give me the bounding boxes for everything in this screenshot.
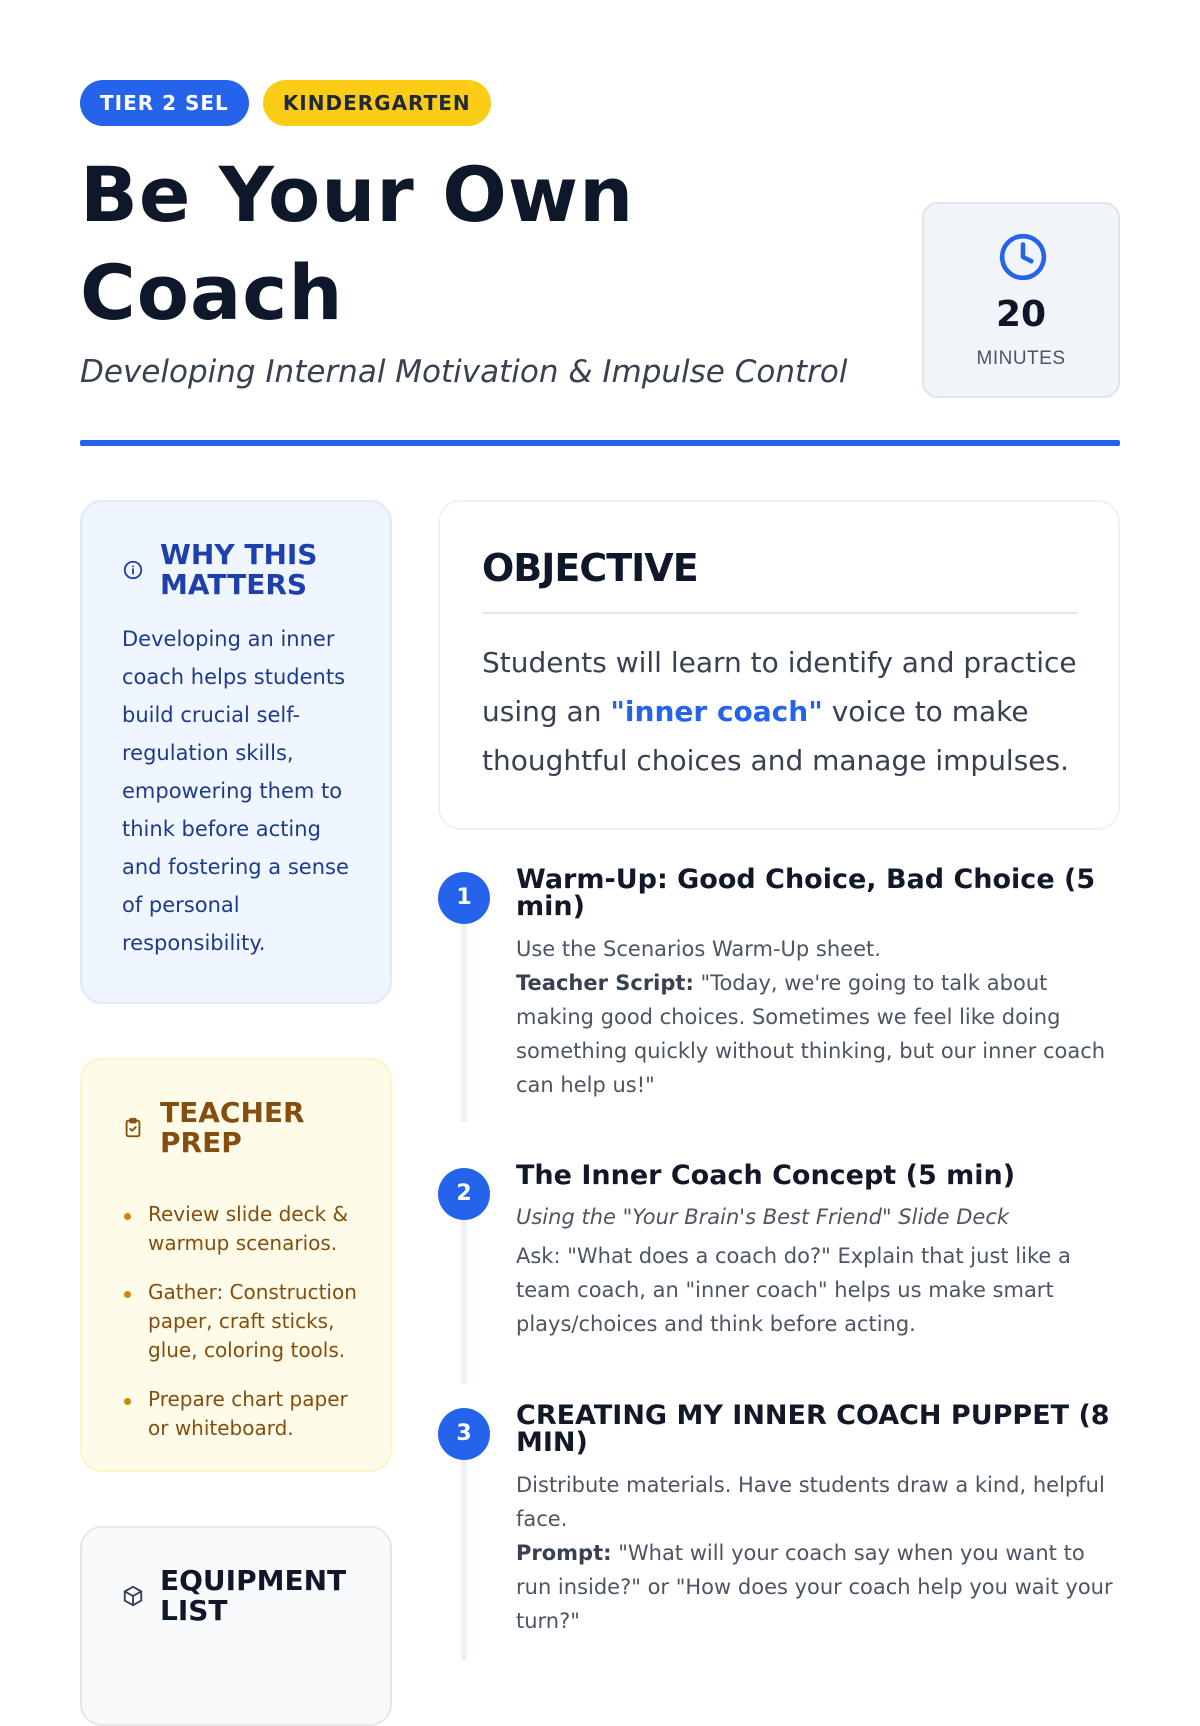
timeline-line <box>461 924 467 1122</box>
step-text: "What will your coach say when you want to run inside?" or "How does your coach help you wait your turn?" <box>516 1541 1113 1633</box>
equipment-header <box>122 1566 360 1626</box>
step-body <box>516 1536 1116 1638</box>
step-number: 1 <box>438 872 490 924</box>
step-content <box>516 1162 1116 1341</box>
prep-list <box>122 1200 372 1463</box>
objective-card <box>438 500 1120 830</box>
step-number: 2 <box>438 1168 490 1220</box>
page-title: Be Your Own Coach <box>80 150 635 337</box>
page-subtitle: Developing Internal Motivation & Impulse Control <box>80 354 848 390</box>
step-title: CREATING MY INNER COACH PUPPET (8 MIN) <box>516 1400 1110 1458</box>
step-number: 3 <box>438 1408 490 1460</box>
objective-highlight: "inner coach" <box>610 695 823 728</box>
grade-badge: KINDERGARTEN <box>263 80 491 126</box>
equipment-card <box>80 1526 392 1726</box>
step-content <box>516 1402 1116 1638</box>
why-card <box>80 500 392 1004</box>
badge-row <box>80 80 1120 126</box>
step-intro: Distribute materials. Have students draw a kind, helpful face. <box>516 1473 1105 1531</box>
why-title: WHY THIS MATTERS <box>160 538 318 601</box>
duration-unit: MINUTES <box>976 348 1066 369</box>
step-content <box>516 866 1116 1102</box>
clock-icon <box>998 232 1048 282</box>
tier-badge: TIER 2 SEL <box>80 80 249 126</box>
step-intro: Use the Scenarios Warm-Up sheet. <box>516 937 881 961</box>
prep-item: Gather: Construction paper, craft sticks, glue, coloring tools. <box>122 1278 372 1365</box>
objective-text-end: voice to make thoughtful choices and manage impulses. <box>482 695 1070 777</box>
prep-header <box>122 1098 330 1158</box>
clipboard-icon <box>122 1117 144 1139</box>
why-text: Developing an inner coach helps students build crucial self-regulation skills, empowering them to think before acting and fostering a sense of personal responsibility. <box>122 627 349 955</box>
step-subtitle: Using the "Your Brain's Best Friend" Slide Deck <box>516 1205 1010 1229</box>
timeline-line <box>461 1460 467 1660</box>
teacher-prep-card <box>80 1058 392 1472</box>
objective-text-start: Students will learn to identify and practice using an <box>482 646 1077 728</box>
step-title: Warm-Up: Good Choice, Bad Choice (5 min) <box>516 864 1096 922</box>
prep-item: Review slide deck & warmup scenarios. <box>122 1200 372 1258</box>
equipment-title: EQUIPMENT LIST <box>160 1564 347 1627</box>
prep-item: Prepare chart paper or whiteboard. <box>122 1385 372 1443</box>
objective-divider <box>482 612 1078 614</box>
duration-card <box>922 202 1120 398</box>
duration-value: 20 <box>995 294 1047 335</box>
step-label: Teacher Script: <box>516 971 694 995</box>
info-icon <box>122 559 144 581</box>
step-title: The Inner Coach Concept (5 min) <box>516 1160 1016 1191</box>
header-divider <box>80 440 1120 446</box>
prep-title: TEACHER PREP <box>160 1096 305 1159</box>
step-label: Prompt: <box>516 1541 612 1565</box>
package-icon <box>122 1585 144 1607</box>
timeline-line <box>461 1220 467 1384</box>
objective-text <box>482 638 1082 785</box>
objective-title: OBJECTIVE <box>482 546 698 590</box>
step-body <box>516 966 1116 1102</box>
why-header <box>122 540 350 600</box>
lesson-page <box>80 80 1120 1633</box>
step-text: "Today, we're going to talk about making good choices. Sometimes we feel like doing something quickly without thinking, but our inner coach can help us!" <box>516 971 1106 1097</box>
step-body: Ask: "What does a coach do?" Explain that just like a team coach, an "inner coach" helps us make smart plays/choices and think before acting. <box>516 1244 1071 1336</box>
